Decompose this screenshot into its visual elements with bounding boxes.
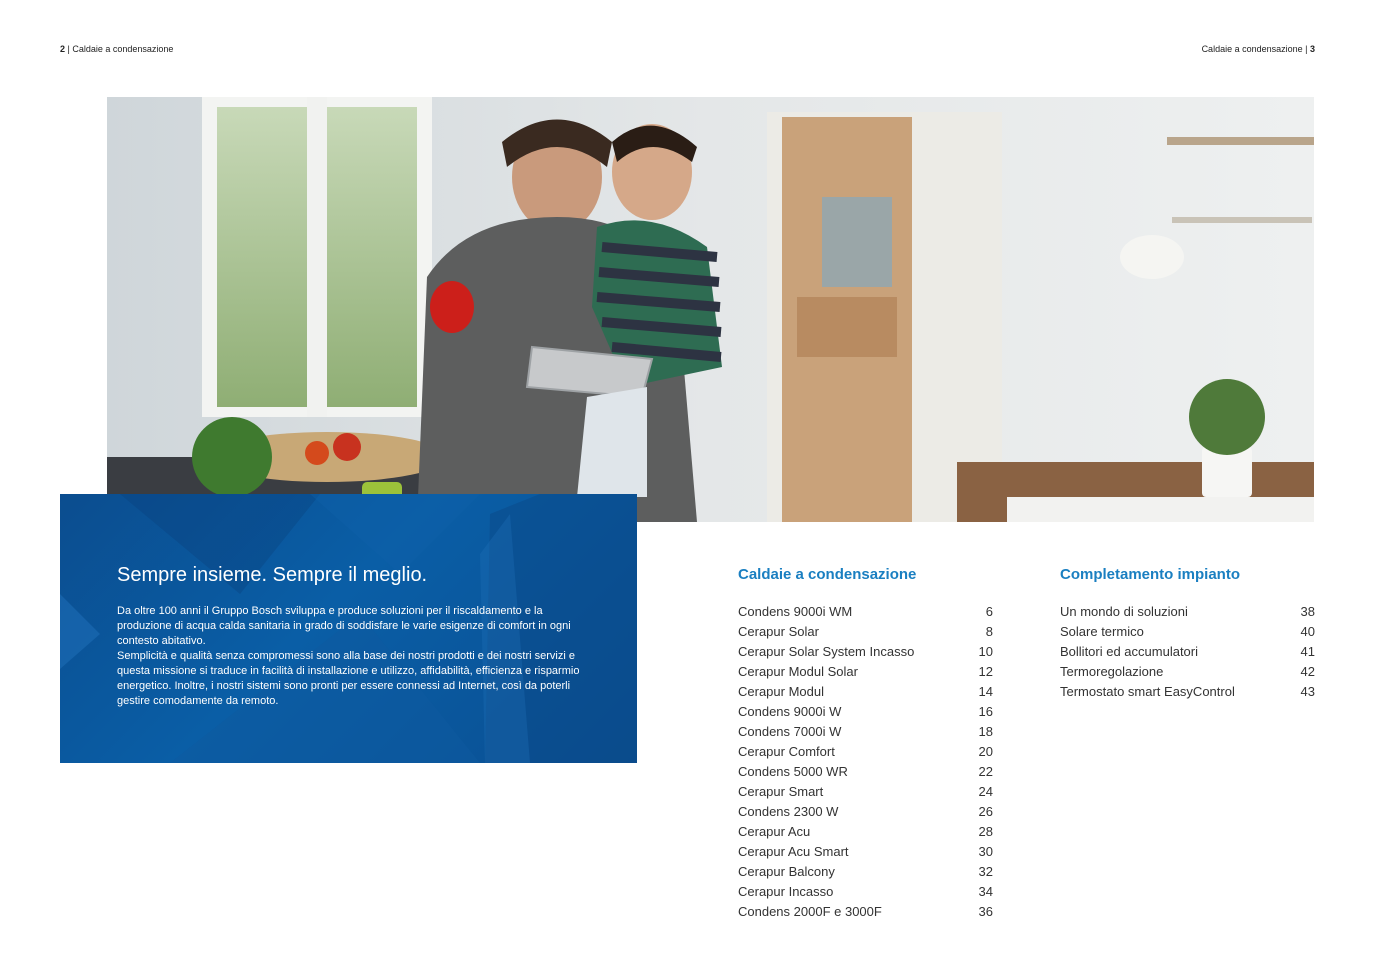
toc-item-label: Solare termico bbox=[1060, 624, 1144, 639]
toc-item[interactable] bbox=[738, 862, 993, 882]
toc-item-label: Un mondo di soluzioni bbox=[1060, 604, 1188, 619]
toc-item-page: 22 bbox=[978, 764, 993, 779]
toc-item-page: 38 bbox=[1300, 604, 1315, 619]
toc-item-label: Termoregolazione bbox=[1060, 664, 1164, 679]
toc-item-page: 36 bbox=[978, 904, 993, 919]
toc-item-label: Bollitori ed accumulatori bbox=[1060, 644, 1199, 659]
toc-item-page: 8 bbox=[985, 624, 993, 639]
toc-system-completion-list bbox=[1060, 602, 1315, 702]
toc-item-page: 14 bbox=[978, 684, 993, 699]
toc-item-page: 10 bbox=[978, 644, 993, 659]
toc-item-label: Termostato smart EasyControl bbox=[1060, 684, 1235, 699]
toc-boilers-title: Caldaie a condensazione bbox=[738, 566, 917, 583]
intro-body bbox=[117, 604, 597, 709]
toc-item-label: Condens 9000i W bbox=[738, 704, 842, 719]
page-number-left: 2 bbox=[60, 44, 66, 54]
toc-item-label: Cerapur Modul bbox=[738, 684, 824, 699]
toc-item[interactable] bbox=[738, 642, 993, 662]
toc-item-page: 40 bbox=[1300, 624, 1315, 639]
toc-item-page: 12 bbox=[978, 664, 993, 679]
toc-system-completion bbox=[1060, 566, 1315, 702]
toc-item-page: 28 bbox=[978, 824, 993, 839]
toc-item[interactable] bbox=[738, 702, 993, 722]
intro-paragraph-2: Semplicità e qualità senza compromessi sono alla base dei nostri prodotti e dei nostri servizi e questa missione si traduce in facilità di installazione e utilizzo, affidabilità, efficienza e risparmio energetico. Inoltre, i nostri sistemi sono pronti per essere connessi ad Internet, così da poterli gestire comodamente da remoto. bbox=[117, 650, 580, 707]
toc-item[interactable] bbox=[738, 682, 993, 702]
toc-item[interactable] bbox=[1060, 602, 1315, 622]
page-header-left: 2 | Caldaie a condensazione bbox=[60, 44, 174, 54]
toc-item-page: 24 bbox=[978, 784, 993, 799]
toc-item-label: Cerapur Acu Smart bbox=[738, 844, 849, 859]
toc-item[interactable] bbox=[738, 822, 993, 842]
intro-title: Sempre insieme. Sempre il meglio. bbox=[117, 564, 428, 586]
page-number-right: 3 bbox=[1309, 44, 1315, 54]
toc-item-label: Cerapur Acu bbox=[738, 824, 811, 839]
toc-item-label: Cerapur Solar bbox=[738, 624, 819, 639]
toc-item[interactable] bbox=[738, 622, 993, 642]
toc-item-page: 18 bbox=[978, 724, 993, 739]
toc-item[interactable] bbox=[738, 762, 993, 782]
toc-item-page: 34 bbox=[978, 884, 993, 899]
toc-item[interactable] bbox=[738, 882, 993, 902]
toc-item-page: 30 bbox=[978, 844, 993, 859]
toc-item[interactable] bbox=[738, 782, 993, 802]
toc-item-label: Cerapur Modul Solar bbox=[738, 664, 858, 679]
toc-item[interactable] bbox=[738, 802, 993, 822]
toc-item-page: 41 bbox=[1300, 644, 1315, 659]
toc-item-label: Condens 7000i W bbox=[738, 724, 842, 739]
toc-item-page: 16 bbox=[978, 704, 993, 719]
toc-item-page: 26 bbox=[978, 804, 993, 819]
toc-item-page: 32 bbox=[978, 864, 993, 879]
toc-item[interactable] bbox=[1060, 622, 1315, 642]
toc-item-label: Cerapur Solar System Incasso bbox=[738, 644, 915, 659]
header-title-left: Caldaie a condensazione bbox=[72, 44, 174, 54]
toc-item-label: Cerapur Comfort bbox=[738, 744, 835, 759]
toc-boilers bbox=[738, 566, 993, 922]
toc-item[interactable] bbox=[1060, 642, 1315, 662]
toc-item-label: Condens 9000i WM bbox=[738, 604, 853, 619]
toc-item[interactable] bbox=[738, 602, 993, 622]
toc-item[interactable] bbox=[738, 662, 993, 682]
toc-item-page: 42 bbox=[1300, 664, 1315, 679]
intro-box bbox=[60, 494, 637, 763]
page-header-right: Caldaie a condensazione | 3 bbox=[1201, 44, 1315, 54]
toc-item[interactable] bbox=[1060, 682, 1315, 702]
toc-item[interactable] bbox=[1060, 662, 1315, 682]
kitchen-photo bbox=[107, 97, 1314, 522]
toc-item-label: Condens 2000F e 3000F bbox=[738, 904, 882, 919]
toc-item-label: Cerapur Balcony bbox=[738, 864, 835, 879]
toc-item[interactable] bbox=[738, 742, 993, 762]
header-title-right: Caldaie a condensazione bbox=[1201, 44, 1303, 54]
toc-item[interactable] bbox=[738, 842, 993, 862]
toc-boilers-list bbox=[738, 602, 993, 922]
toc-item-label: Cerapur Incasso bbox=[738, 884, 834, 899]
intro-paragraph-1: Da oltre 100 anni il Gruppo Bosch sviluppa e produce soluzioni per il riscaldamento e la produzione di acqua calda sanitaria in grado di soddisfare le varie esigenze di comfort in ogni contesto abitativo. bbox=[117, 605, 571, 647]
toc-item-page: 20 bbox=[978, 744, 993, 759]
toc-item-label: Cerapur Smart bbox=[738, 784, 824, 799]
toc-item[interactable] bbox=[738, 902, 993, 922]
toc-item-page: 6 bbox=[985, 604, 993, 619]
toc-system-completion-title: Completamento impianto bbox=[1060, 566, 1241, 583]
toc-item-label: Condens 5000 WR bbox=[738, 764, 848, 779]
toc-item[interactable] bbox=[738, 722, 993, 742]
toc-item-page: 43 bbox=[1300, 684, 1315, 699]
toc-item-label: Condens 2300 W bbox=[738, 804, 839, 819]
